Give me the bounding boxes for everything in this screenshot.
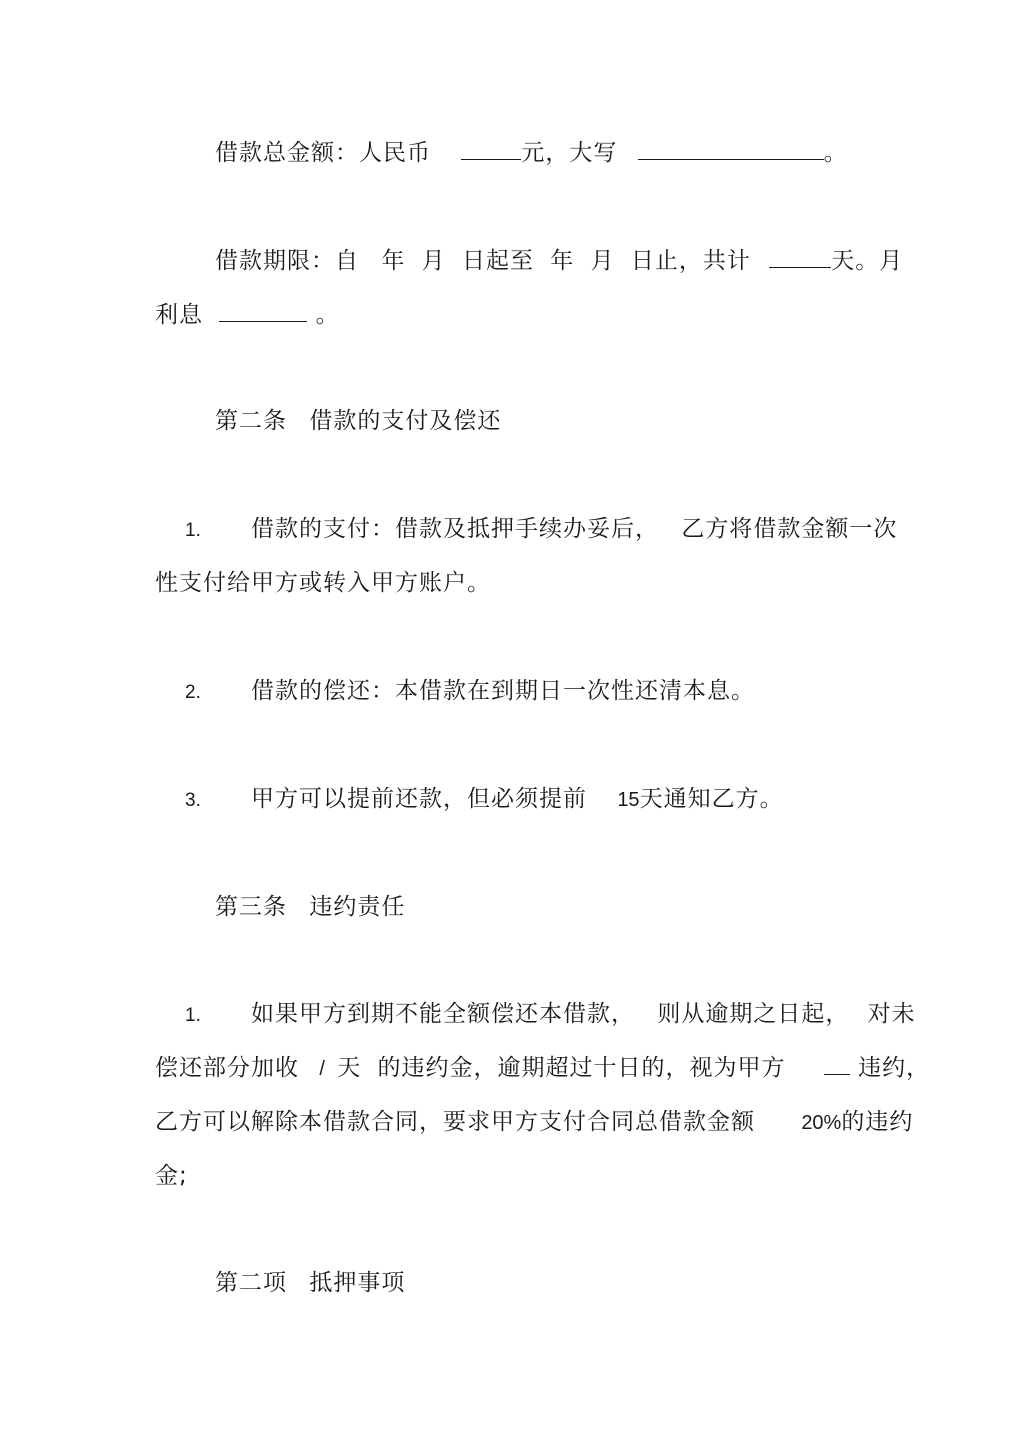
mortgage-section-title: 抵押事项	[309, 1270, 406, 1296]
article-3-heading	[215, 892, 405, 922]
item-text: 借款的支付：借款及抵押手续办妥后，	[251, 516, 659, 542]
loan-amount-unit: 元，大写	[521, 140, 618, 166]
item-text: 性支付给甲方或转入甲方账户。	[155, 570, 491, 596]
term-day-2: 日止，共计	[630, 248, 751, 274]
interest-blank	[219, 301, 307, 322]
loan-amount-line	[215, 138, 848, 168]
loan-term-line-1	[215, 246, 903, 276]
item-number: 2.	[185, 682, 201, 703]
item-text: 天通知乙方。	[639, 786, 784, 812]
article-3-number: 第三条	[215, 894, 287, 920]
item-text: 则从逾期之日起，	[657, 1001, 850, 1027]
article-2-item-2	[185, 676, 755, 708]
article-2-item-1-line-1	[185, 514, 897, 546]
term-month-2: 月	[590, 248, 615, 274]
article-2-item-3	[185, 784, 784, 816]
mortgage-section-heading	[215, 1268, 405, 1298]
term-days-label: 天。月	[831, 248, 904, 274]
article-3-item-1-line-1	[185, 999, 916, 1031]
term-year-1: 年	[381, 248, 406, 274]
item-text: 违约，	[858, 1055, 931, 1081]
interest-end: 。	[315, 302, 340, 328]
article-2-heading	[215, 406, 501, 436]
item-text: 天	[337, 1055, 362, 1081]
item-number: 1.	[185, 520, 201, 541]
loan-term-label: 借款期限：自	[215, 248, 359, 274]
item-text: 的违约	[841, 1109, 914, 1135]
item-text: 甲方可以提前还款，但必须提前	[251, 786, 587, 812]
item-number: 3.	[185, 790, 201, 811]
amount-number-blank	[461, 139, 521, 160]
loan-amount-end: 。	[823, 140, 848, 166]
item-text: 乙方可以解除本借款合同，要求甲方支付合同总借款金额	[155, 1109, 755, 1135]
term-year-2: 年	[550, 248, 575, 274]
article-2-item-1-line-2	[155, 568, 491, 598]
item-text: 借款的偿还：本借款在到期日一次性还清本息。	[251, 678, 755, 704]
article-3-title: 违约责任	[309, 894, 406, 920]
item-text: 如果甲方到期不能全额偿还本借款，	[251, 1001, 635, 1027]
item-number: 1.	[185, 1005, 201, 1026]
rate-slash: /	[319, 1058, 325, 1080]
article-2-number: 第二条	[215, 408, 287, 434]
loan-term-line-2	[155, 300, 340, 330]
article-3-item-1-line-3	[155, 1107, 913, 1138]
interest-label: 利息	[155, 302, 203, 328]
item-text: 的违约金，逾期超过十日的，视为甲方	[377, 1055, 786, 1081]
term-month-1: 月	[421, 248, 446, 274]
article-2-title: 借款的支付及偿还	[309, 408, 502, 434]
term-days-blank	[769, 247, 831, 268]
penalty-percent: 20%	[801, 1112, 842, 1134]
term-day-1: 日起至	[461, 248, 534, 274]
article-3-item-1-line-4	[155, 1161, 188, 1191]
amount-uppercase-blank	[638, 139, 824, 160]
item-text: 偿还部分加收	[155, 1055, 299, 1081]
item-text: 乙方将借款金额一次	[681, 516, 898, 542]
mortgage-section-number: 第二项	[215, 1270, 287, 1296]
loan-amount-label: 借款总金额：人民币	[215, 140, 431, 166]
article-3-item-1-line-2	[155, 1053, 930, 1084]
item-text: 金;	[155, 1163, 188, 1189]
notice-days: 15	[617, 789, 640, 811]
party-a-blank	[824, 1054, 850, 1075]
item-text: 对未	[867, 1001, 916, 1027]
